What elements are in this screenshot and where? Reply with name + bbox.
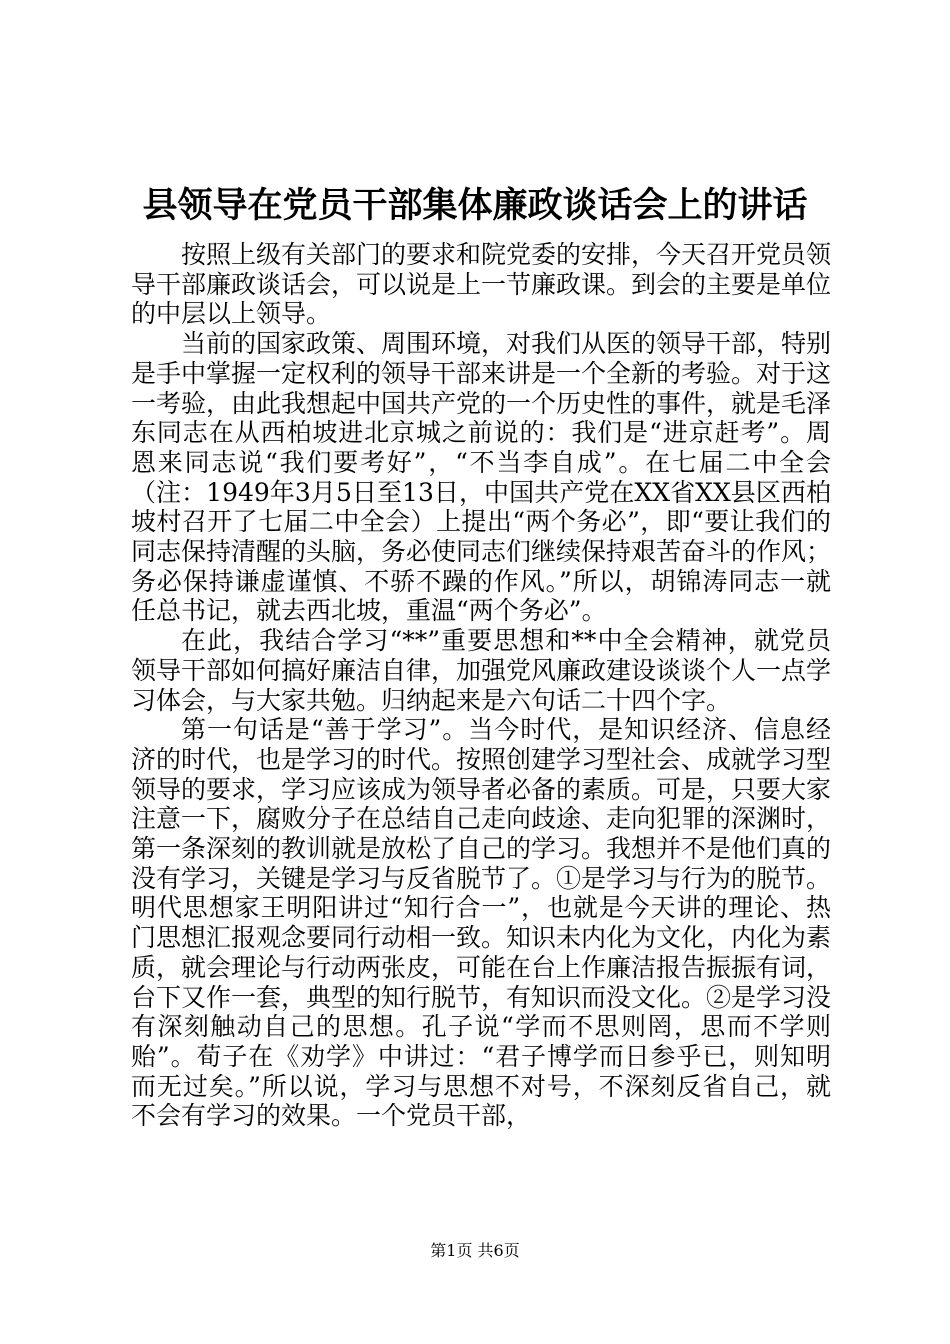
paragraph: 按照上级有关部门的要求和院党委的安排，今天召开党员领导干部廉政谈话会，可以说是上一节廉政课。到会的主要是单位的中层以上领导。 — [131, 240, 832, 329]
paragraph: 当前的国家政策、周围环境，对我们从医的领导干部，特别是手中掌握一定权利的领导干部来讲是一个全新的考验。对于这一考验，由此我想起中国共产党的一个历史性的事件，就是毛泽东同志在从西柏坡进北京城之前说的：我们是“进京赶考”。周恩来同志说“我们要考好”，“不当李自成”。在七届二中全会（注：1949年3月5日至13日，中国共产党在XX省XX县区西柏坡村召开了七届二中全会）上提出“两个务必”，即“要让我们的同志保持清醒的头脑，务必使同志们继续保持艰苦奋斗的作风；务必保持谦虚谨慎、不骄不躁的作风。”所以，胡锦涛同志一就任总书记，就去西北坡，重温“两个务必”。 — [131, 329, 832, 626]
page-number-footer: 第1页 共6页 — [430, 1241, 520, 1260]
document-body — [131, 240, 831, 1131]
paragraph: 第一句话是“善于学习”。当今时代，是知识经济、信息经济的时代，也是学习的时代。按照创建学习型社会、成就学习型领导的要求，学习应该成为领导者必备的素质。可是，只要大家注意一下，腐败分子在总结自己走向歧途、走向犯罪的深渊时，第一条深刻的教训就是放松了自己的学习。我想并不是他们真的没有学习，关键是学习与反省脱节了。①是学习与行为的脱节。明代思想家王明阳讲过“知行合一”，也就是今天讲的理论、热门思想汇报观念要同行动相一致。知识未内化为文化，内化为素质，就会理论与行动两张皮，可能在台上作廉洁报告振振有词，台下又作一套，典型的知行脱节，有知识而没文化。②是学习没有深刻触动自己的思想。孔子说“学而不思则罔，思而不学则贻”。荀子在《劝学》中讲过：“君子博学而日参乎已，则知明而无过矣。”所以说，学习与思想不对号，不深刻反省自己，就不会有学习的效果。一个党员干部， — [131, 715, 832, 1131]
document-title: 县领导在党员干部集体廉政谈话会上的讲话 — [142, 185, 808, 226]
paragraph: 在此，我结合学习“**”重要思想和**中全会精神，就党员领导干部如何搞好廉洁自律，加强党风廉政建设谈谈个人一点学习体会，与大家共勉。归纳起来是六句话二十四个字。 — [131, 626, 832, 715]
